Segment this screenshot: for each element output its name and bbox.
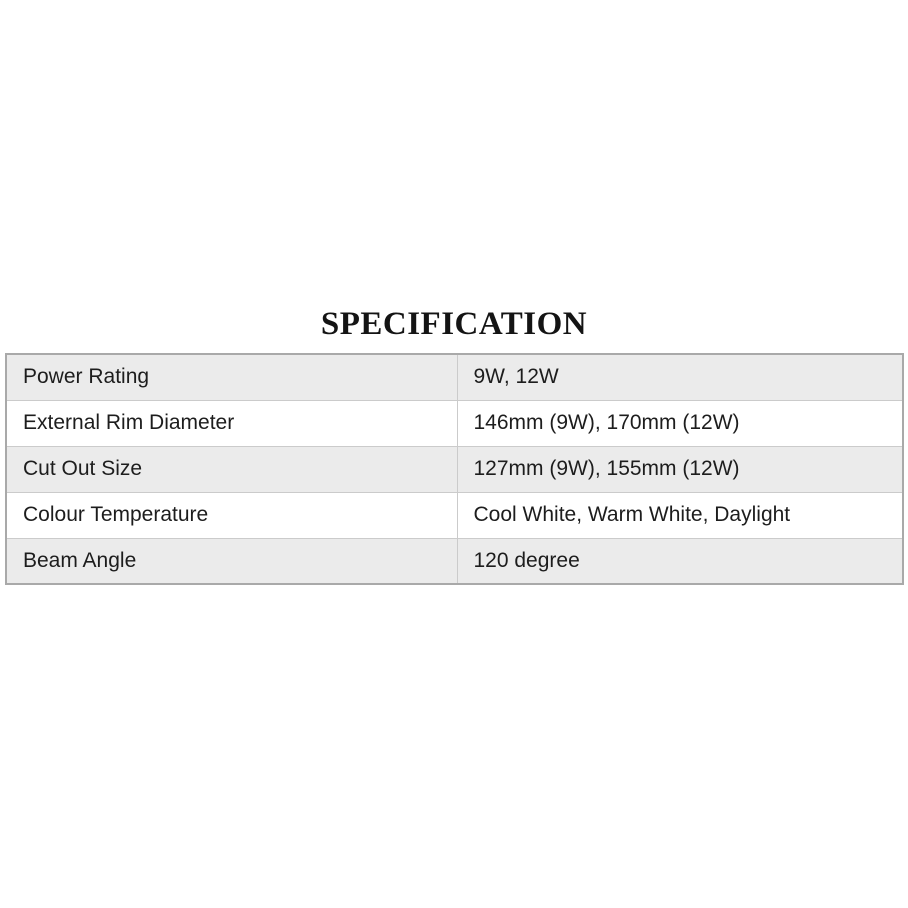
spec-value-cell: 9W, 12W xyxy=(457,354,903,400)
spec-value-cell: Cool White, Warm White, Daylight xyxy=(457,492,903,538)
spec-value-cell: 127mm (9W), 155mm (12W) xyxy=(457,446,903,492)
spec-label-cell: External Rim Diameter xyxy=(6,400,457,446)
specification-table xyxy=(5,353,904,585)
spec-value-cell: 120 degree xyxy=(457,538,903,584)
table-row xyxy=(6,492,903,538)
spec-label-cell: Power Rating xyxy=(6,354,457,400)
spec-value-cell: 146mm (9W), 170mm (12W) xyxy=(457,400,903,446)
spec-label-cell: Cut Out Size xyxy=(6,446,457,492)
specification-table-body xyxy=(6,354,903,584)
table-row xyxy=(6,446,903,492)
specification-title: SPECIFICATION xyxy=(320,306,588,342)
table-row xyxy=(6,354,903,400)
spec-label-cell: Colour Temperature xyxy=(6,492,457,538)
spec-label-cell: Beam Angle xyxy=(6,538,457,584)
table-row xyxy=(6,538,903,584)
table-row xyxy=(6,400,903,446)
